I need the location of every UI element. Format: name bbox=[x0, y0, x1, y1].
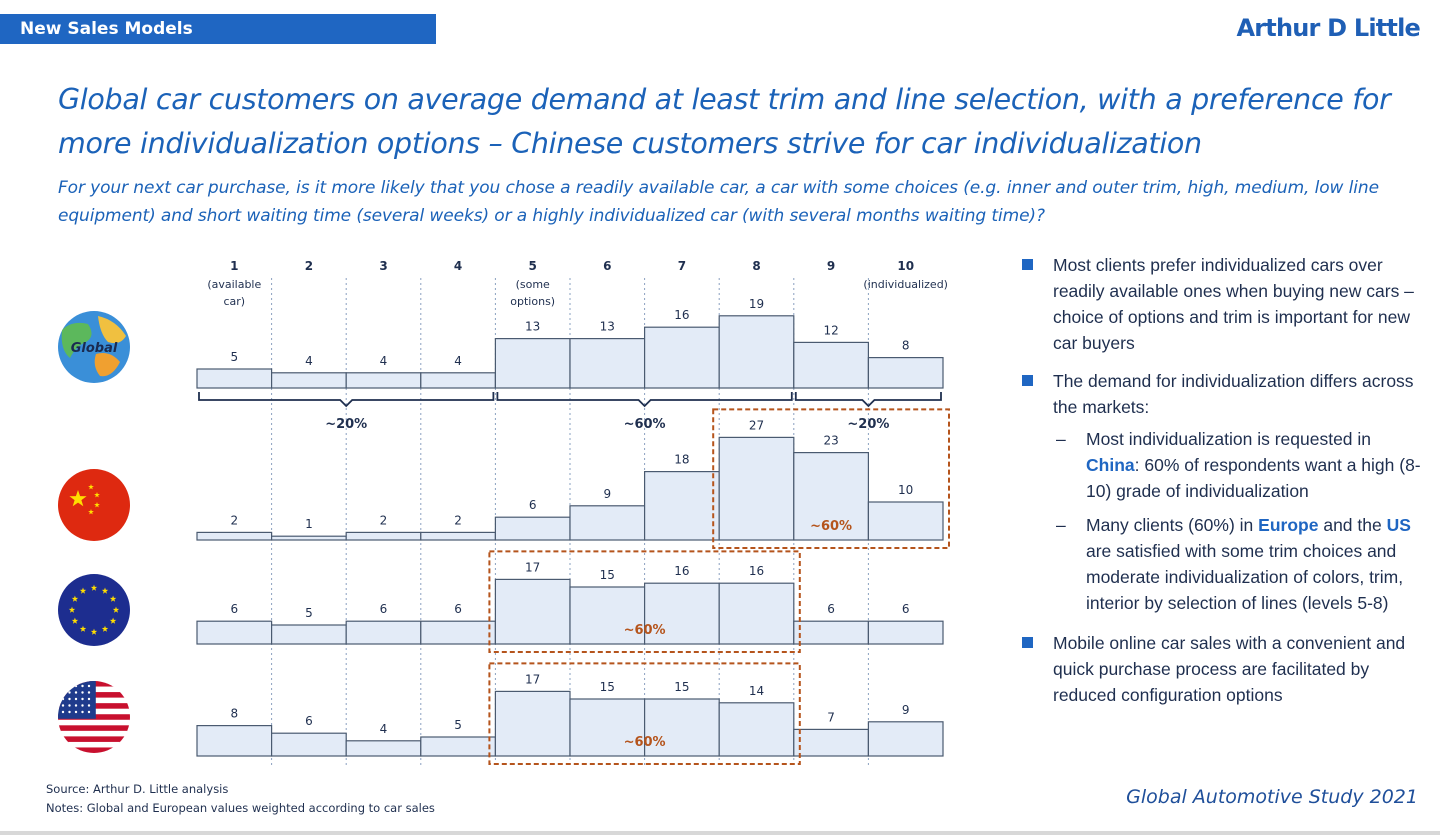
flag-star bbox=[81, 704, 83, 706]
data-label: 19 bbox=[748, 296, 765, 311]
flag-star bbox=[81, 685, 83, 687]
us-highlight: US bbox=[1386, 515, 1411, 535]
europe-highlight: Europe bbox=[1258, 515, 1319, 535]
flag-star bbox=[75, 704, 77, 706]
eu-us-text: are satisfied with some trim choices and moderate individualization of colors, trim, interior by selection of lines (levels 5-8) bbox=[1086, 541, 1404, 613]
data-label: 16 bbox=[674, 564, 690, 579]
flag-star bbox=[62, 698, 64, 700]
group-label: ~60% bbox=[623, 417, 666, 432]
bar bbox=[645, 472, 720, 540]
bar bbox=[794, 342, 869, 388]
flag-stripe bbox=[58, 720, 130, 726]
data-label: 1 bbox=[305, 517, 313, 532]
dash-icon: – bbox=[1056, 515, 1066, 535]
data-label: 9 bbox=[901, 702, 910, 717]
data-label: 4 bbox=[379, 721, 388, 736]
individualization-chart bbox=[0, 250, 1000, 780]
data-label: 6 bbox=[230, 602, 239, 617]
data-label: 23 bbox=[823, 433, 839, 448]
flag-star bbox=[62, 711, 64, 713]
bar bbox=[197, 621, 272, 644]
bar bbox=[421, 532, 496, 540]
data-label: 27 bbox=[748, 418, 765, 433]
flag-star bbox=[68, 704, 70, 706]
flag-stripe bbox=[58, 736, 130, 742]
finding-3 bbox=[1022, 630, 1422, 708]
china-text: : 60% of respondents want a high (8-10) grade of individualization bbox=[1086, 455, 1421, 501]
finding-1-text: Most clients prefer individualized cars over readily available ones when buying new cars – choice of options and trim is important for new car buyers bbox=[1053, 255, 1414, 353]
flag-star bbox=[81, 711, 83, 713]
bar bbox=[346, 621, 421, 644]
flag-star bbox=[88, 698, 90, 700]
bar bbox=[197, 532, 272, 540]
data-label: 12 bbox=[823, 323, 839, 338]
bar bbox=[570, 339, 645, 388]
data-label: 5 bbox=[454, 718, 462, 732]
data-label: 2 bbox=[454, 513, 462, 528]
survey-question: For your next car purchase, is it more likely that you chose a readily available car, a car with some choices (e.g. inner and outer trim, high, medium, low line equipment) and short waiting time (several weeks) or a highly individualized car (with several months waiting time)? bbox=[58, 178, 1379, 226]
highlight-label: ~60% bbox=[623, 735, 666, 750]
highlight-label: ~60% bbox=[623, 623, 666, 638]
data-label: 13 bbox=[599, 319, 615, 334]
flag-stripe bbox=[58, 725, 130, 731]
flag-stripe bbox=[58, 747, 130, 753]
us-flag-icon bbox=[58, 681, 130, 754]
category-label: 5 bbox=[528, 259, 537, 273]
bar bbox=[346, 373, 421, 388]
bullet-square-icon bbox=[1022, 259, 1033, 270]
bar bbox=[868, 722, 943, 756]
flag-star bbox=[68, 711, 70, 713]
bar bbox=[868, 621, 943, 644]
bottom-divider bbox=[0, 831, 1440, 835]
china-highlight: China bbox=[1086, 455, 1135, 475]
data-label: 2 bbox=[230, 513, 239, 528]
category-label: 4 bbox=[453, 259, 463, 273]
flag-star bbox=[81, 698, 83, 700]
bar bbox=[272, 625, 347, 644]
bar bbox=[272, 373, 347, 388]
bar bbox=[794, 729, 869, 756]
bar bbox=[197, 369, 272, 388]
data-label: 17 bbox=[525, 560, 541, 575]
bar bbox=[346, 741, 421, 756]
bar bbox=[272, 536, 347, 540]
data-label: 4 bbox=[379, 353, 388, 368]
finding-2-china bbox=[1022, 426, 1422, 504]
data-label: 6 bbox=[528, 498, 537, 513]
data-label: 15 bbox=[599, 680, 615, 694]
data-label: 15 bbox=[599, 568, 615, 582]
bar bbox=[719, 316, 794, 388]
data-label: 10 bbox=[898, 483, 914, 497]
flag-star bbox=[68, 685, 70, 687]
flag-star bbox=[75, 691, 77, 693]
data-label: 6 bbox=[454, 602, 462, 617]
china-flag-icon bbox=[58, 469, 130, 541]
globe-label: Global bbox=[70, 341, 118, 356]
bar bbox=[719, 437, 794, 540]
data-label: 4 bbox=[454, 353, 462, 368]
finding-3-text: Mobile online car sales with a convenient and quick purchase process are facilitated by reduced configuration options bbox=[1053, 633, 1406, 705]
category-note: (individualized) bbox=[863, 278, 948, 291]
category-note: (available bbox=[207, 278, 262, 291]
category-label: 6 bbox=[603, 259, 612, 273]
data-label: 6 bbox=[901, 602, 910, 617]
data-label: 5 bbox=[305, 606, 313, 620]
flag-star bbox=[62, 691, 64, 693]
data-label: 4 bbox=[305, 353, 313, 368]
flag-star bbox=[62, 704, 64, 706]
flag-star bbox=[62, 685, 64, 687]
bar bbox=[197, 726, 272, 756]
category-label: 2 bbox=[304, 259, 314, 273]
category-note: car) bbox=[223, 295, 246, 308]
bar bbox=[645, 327, 720, 388]
data-label: 8 bbox=[901, 338, 910, 353]
flag-star bbox=[75, 698, 77, 700]
flag-star bbox=[81, 691, 83, 693]
data-label: 5 bbox=[230, 350, 239, 364]
china-pre-text: Most individualization is requested in bbox=[1086, 429, 1372, 449]
finding-2 bbox=[1022, 368, 1422, 420]
category-label: 7 bbox=[677, 259, 687, 273]
bar bbox=[868, 502, 943, 540]
flag-star bbox=[75, 711, 77, 713]
study-footer: Global Automotive Study 2021 bbox=[1126, 786, 1418, 808]
bar bbox=[495, 339, 570, 388]
data-label: 18 bbox=[674, 452, 690, 467]
bar bbox=[272, 733, 347, 756]
category-label: 10 bbox=[897, 259, 915, 273]
bar bbox=[421, 737, 496, 756]
key-findings bbox=[1022, 252, 1422, 720]
flag-star bbox=[88, 691, 90, 693]
bullet-square-icon bbox=[1022, 637, 1033, 648]
bar bbox=[719, 703, 794, 756]
data-label: 9 bbox=[603, 486, 612, 501]
bar bbox=[868, 358, 943, 388]
data-label: 6 bbox=[827, 602, 835, 617]
category-note: options) bbox=[510, 295, 556, 308]
flag-star bbox=[75, 685, 77, 687]
flag-star bbox=[68, 698, 70, 700]
data-label: 17 bbox=[525, 672, 541, 687]
data-label: 8 bbox=[230, 706, 239, 721]
flag-star bbox=[88, 711, 90, 713]
page-title: Global car customers on average demand at least trim and line selection, with a preference for more individualization options – Chinese customers strive for car individualization bbox=[58, 83, 1391, 160]
data-label: 16 bbox=[674, 308, 690, 323]
source-note: Source: Arthur D. Little analysis bbox=[46, 782, 229, 796]
finding-2-europe-us bbox=[1022, 512, 1422, 616]
group-label: ~20% bbox=[847, 417, 890, 432]
highlight-label: ~60% bbox=[810, 519, 853, 534]
data-label: 6 bbox=[379, 602, 388, 617]
category-label: 9 bbox=[826, 259, 836, 273]
group-label: ~20% bbox=[325, 417, 368, 432]
flag-star bbox=[88, 704, 90, 706]
data-label: 16 bbox=[748, 564, 765, 579]
flag-star bbox=[88, 685, 90, 687]
footnotes bbox=[46, 780, 435, 818]
bar bbox=[719, 583, 794, 644]
bar bbox=[570, 506, 645, 540]
flag-stripe bbox=[58, 731, 130, 737]
dash-icon: – bbox=[1056, 429, 1066, 449]
category-note: (some bbox=[515, 278, 550, 291]
bar bbox=[794, 621, 869, 644]
finding-1 bbox=[1022, 252, 1422, 356]
data-label: 7 bbox=[827, 710, 835, 725]
bar bbox=[495, 579, 570, 644]
category-label: 3 bbox=[379, 259, 388, 273]
data-label: 6 bbox=[305, 714, 313, 729]
bar bbox=[421, 373, 496, 388]
company-logo: Arthur D Little bbox=[1236, 14, 1420, 42]
eu-us-pre-text: Many clients (60%) in bbox=[1086, 515, 1254, 535]
region-icons bbox=[58, 311, 130, 754]
finding-2-text: The demand for individualization differs across the markets: bbox=[1053, 371, 1414, 417]
bar bbox=[495, 691, 570, 756]
flag-stripe bbox=[58, 742, 130, 748]
section-tag: New Sales Models bbox=[0, 14, 436, 44]
data-label: 14 bbox=[748, 683, 765, 698]
data-label: 15 bbox=[674, 680, 690, 694]
data-label: 2 bbox=[379, 513, 388, 528]
bullet-square-icon bbox=[1022, 375, 1033, 386]
weighting-note: Notes: Global and European values weighted according to car sales bbox=[46, 801, 435, 815]
bar bbox=[495, 517, 570, 540]
bar bbox=[421, 621, 496, 644]
eu-us-mid-text: and the bbox=[1323, 515, 1382, 535]
category-label: 8 bbox=[752, 259, 761, 273]
category-label: 1 bbox=[230, 259, 239, 273]
bar bbox=[346, 532, 421, 540]
data-label: 13 bbox=[525, 319, 541, 334]
flag-star bbox=[68, 691, 70, 693]
